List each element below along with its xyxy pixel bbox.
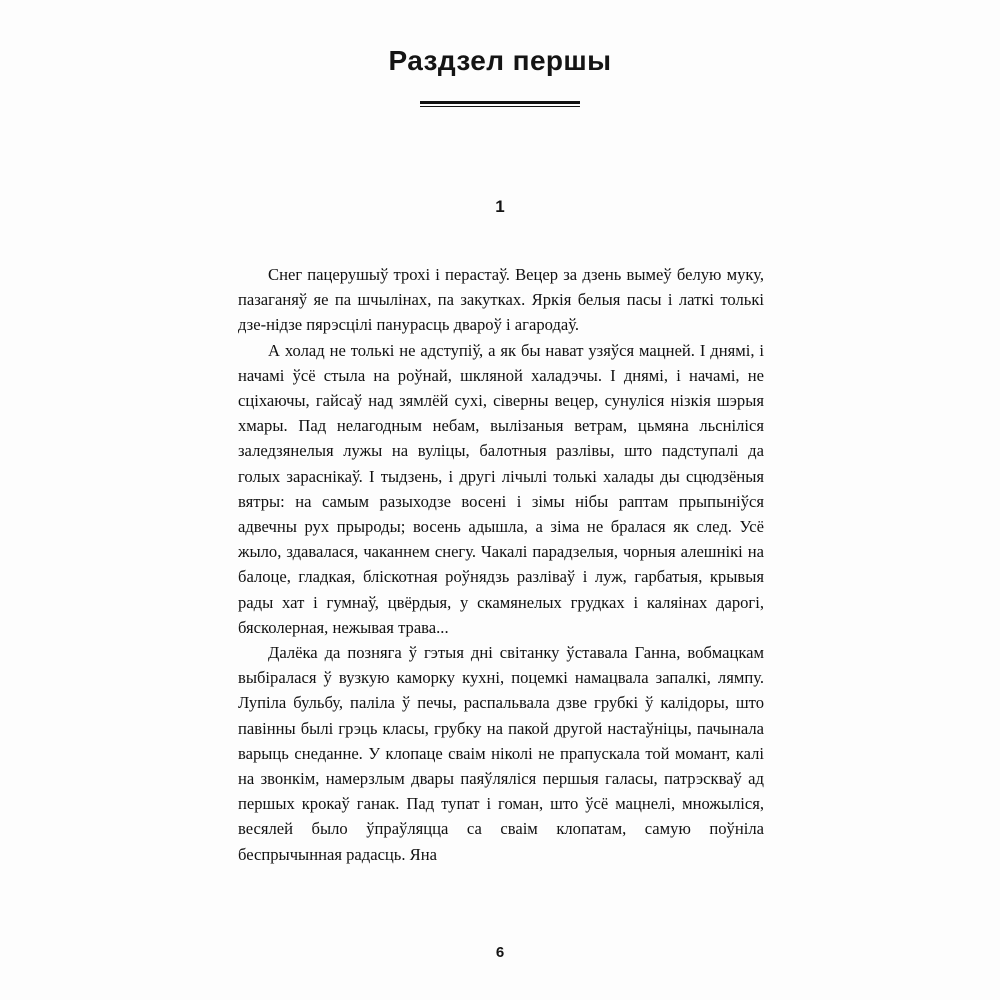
paragraph: Далёка да позняга ў гэтыя дні світанку ўставала Ганна, вобмацкам выбіралася ў вузкую каморку кухні, поцемкі намацвала запалкі, лямпу. Лупіла бульбу, паліла ў печы, распальвала дзве грубкі ў калідоры, што павінны былі грэць класы, грубку на пакой другой настаўніцы, пачынала варыць снеданне. У клопаце сваім ніколі не прапускала той момант, калі на звонкім, намерзлым двары паяўляліся першыя галасы, патрэскваў ад першых крокаў ганак. Пад тупат і гоман, што ўсё мацнелі, множыліся, весялей было ўпраўляцца са сваім клопатам, самую поўніла беспрычынная радасць. Яна — [238, 643, 764, 864]
paragraph: А холад не толькі не адступіў, а як бы нават узяўся мацней. І днямі, і начамі ўсё стыла на роўнай, шкляной халадэчы. І днямі, і начамі, не сціхаючы, гайсаў над зямлёй сухі, сіверны вецер, сунуліся нізкія шэрыя хмары. Пад нелагодным небам, вылізаныя ветрам, цьмяна льсніліся заледзянелыя лужы на вуліцы, балотныя разлівы, што падступалі да голых зараснікаў. І тыдзень, і другі лічылі толькі халады ды сцюдзёныя вятры: на самым разыходзе восені і зімы нібы раптам прыпыніўся адвечны рух прыроды; восень адышла, а зіма не бралася як след. Усё жыло, здавалася, чаканнем снегу. Чакалі парадзелыя, чорныя алешнікі на балоце, гладкая, бліскотная роўнядзь разліваў і луж, гарбатыя, крывыя рады хат і гумнаў, цвёрдыя, у скамянелых грудках і каляінах дарогі, бясколерная, нежывая трава... — [238, 340, 764, 637]
chapter-title: Раздзел першы — [388, 45, 612, 76]
paragraph: Снег пацерушыў трохі і перастаў. Вецер за дзень вымеў белую муку, пазаганяў яе па шчылінах, па закутках. Яркія белыя пасы і латкі толькі дзе-нідзе пярэсцілі панурасць двароў і агародаў. — [238, 265, 764, 335]
page-number: 6 — [495, 944, 505, 961]
section-number: 1 — [495, 196, 505, 216]
chapter-header — [0, 0, 1000, 107]
body-text-column — [238, 262, 764, 867]
